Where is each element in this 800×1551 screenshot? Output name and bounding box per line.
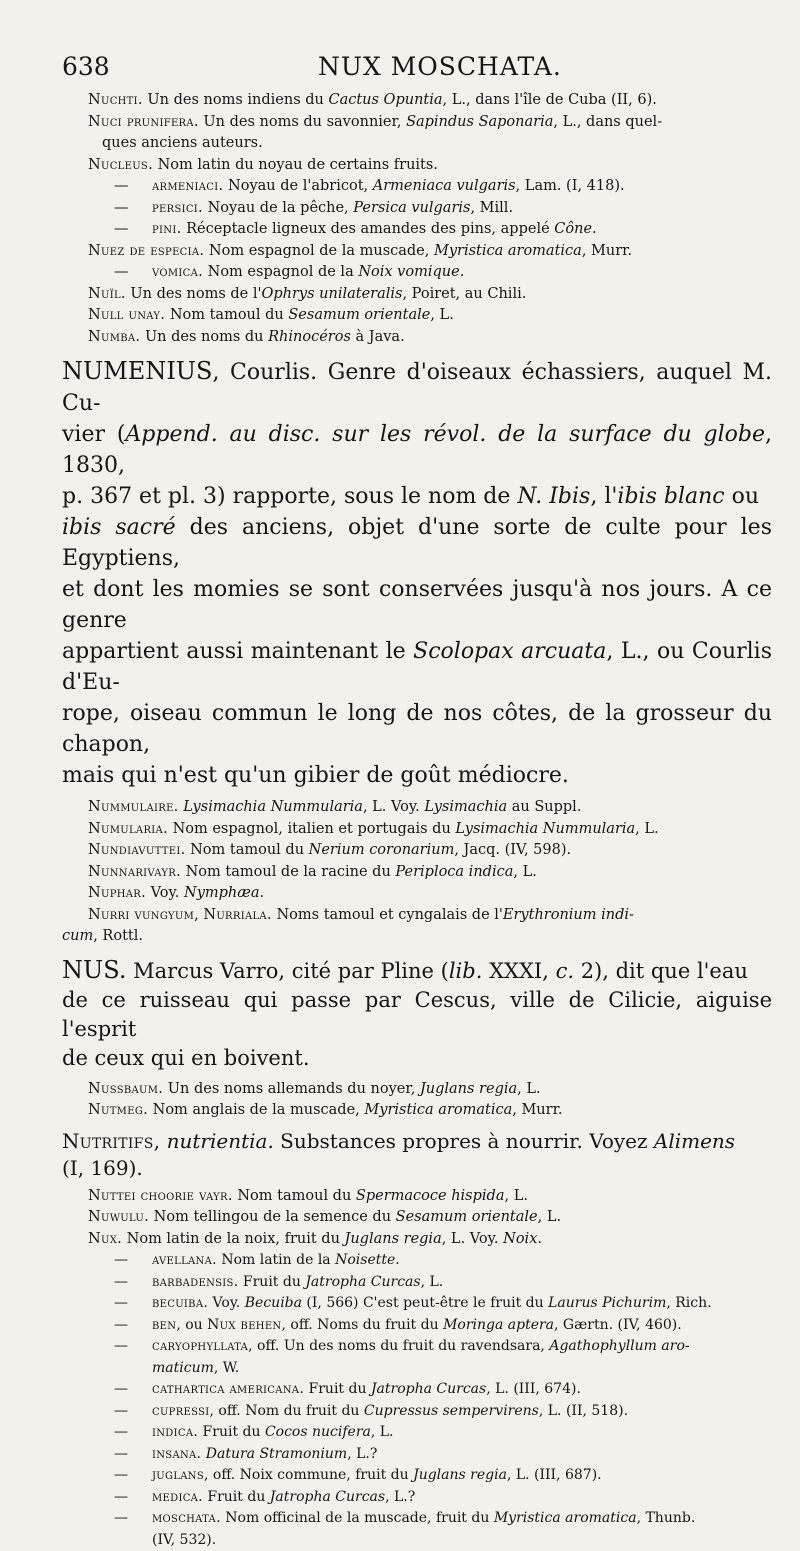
entry-text: , L., dans quel- — [553, 114, 662, 130]
text-line — [62, 512, 772, 574]
entry-italic: Nerium coronarium — [309, 842, 455, 858]
entry-headword: Nuttei choorie vayr. — [88, 1188, 233, 1204]
entry-text: de ceux qui en boivent. — [62, 1046, 310, 1070]
entry-text: , L. (III, 674). — [486, 1381, 581, 1397]
text-line — [62, 574, 772, 636]
entry-headword: Nuwulu. — [88, 1209, 149, 1225]
entry-text: Nom latin de la noix, fruit du — [122, 1231, 344, 1247]
entry-numenius — [62, 356, 772, 791]
entry-text: , L. — [430, 307, 453, 323]
dictionary-entry — [88, 327, 783, 349]
entry-text: , Rich. — [666, 1295, 711, 1311]
running-head: NUX MOSCHATA. — [318, 52, 562, 81]
entry-text: (I, 169). — [62, 1156, 143, 1180]
dash-mark: — — [114, 262, 152, 284]
text-line — [62, 1128, 772, 1155]
entry-headword: Nunnarivayr. — [88, 864, 181, 880]
dictionary-entry — [88, 1079, 783, 1101]
dictionary-entry — [88, 1465, 783, 1487]
dash-mark: — — [114, 219, 152, 241]
entry-italic: Juglans regia — [413, 1467, 507, 1483]
entry-text: au Suppl. — [507, 799, 581, 815]
entry-italic: Juglans regia — [345, 1231, 442, 1247]
dictionary-entry — [88, 1401, 783, 1423]
entry-headword: ben — [152, 1317, 176, 1333]
entry-italic: cum — [62, 928, 93, 944]
dash-mark: — — [114, 198, 152, 220]
entry-italic: Ophrys unilateralis — [261, 286, 402, 302]
entry-text: , L. — [517, 1081, 540, 1097]
entry-text: appartient aussi maintenant le — [62, 639, 413, 664]
entry-text: , L.? — [385, 1489, 415, 1505]
entry-text: . — [460, 264, 465, 280]
entry-headword: Nuci prunifera. — [88, 114, 199, 130]
entry-nus — [62, 956, 772, 1073]
entry-headword: barbadensis. — [152, 1274, 238, 1290]
entry-headword: Nurri vungyum — [88, 907, 194, 923]
dictionary-entry — [88, 1315, 783, 1337]
entry-text: , off. Noms du fruit du — [281, 1317, 443, 1333]
entry-italic: Lysimachia Nummularia — [455, 821, 635, 837]
dictionary-entry — [88, 905, 783, 948]
entry-text: Marcus Varro, cité par Pline ( — [126, 959, 448, 983]
entry-italic: Datura Stramonium — [206, 1446, 347, 1462]
entry-text: Voy. — [146, 885, 184, 901]
dictionary-entry — [88, 1336, 783, 1379]
entry-headword: Nuïl. — [88, 286, 126, 302]
entry-text: , off. Un des noms du fruit du ravendsara, — [248, 1338, 549, 1354]
entry-text: . — [592, 221, 597, 237]
entry-text: rope, oiseau commun le long de nos côtes, de la grosseur du chapon, — [62, 701, 772, 757]
entry-text: Noms tamoul et cyngalais de l' — [272, 907, 503, 923]
dash-mark: — — [114, 1422, 152, 1444]
entry-headword: moschata. — [152, 1510, 221, 1526]
dash-mark: — — [114, 1250, 152, 1272]
entry-headword: juglans — [152, 1467, 204, 1483]
dictionary-entry — [88, 241, 783, 263]
entry-continuation — [62, 926, 783, 948]
entry-italic: Jatropha Curcas — [305, 1274, 420, 1290]
entry-italic: Periploca indica — [395, 864, 513, 880]
entry-text: Substances propres à nourrir. Voyez — [274, 1129, 654, 1153]
entry-headword: persici. — [152, 200, 203, 216]
entry-continuation — [114, 1358, 783, 1380]
entry-italic: ibis blanc — [617, 484, 724, 509]
entry-text: ques anciens auteurs. — [102, 135, 263, 151]
dictionary-entry — [88, 305, 783, 327]
entry-text: Nom espagnol de la — [203, 264, 358, 280]
entry-text: Un des noms de l' — [126, 286, 262, 302]
entry-text: , Gærtn. (IV, 460). — [554, 1317, 682, 1333]
entry-italic: Myristica aromatica — [364, 1102, 512, 1118]
dash-mark: — — [114, 1315, 152, 1337]
entry-text: , Rottl. — [93, 928, 143, 944]
entry-italic: Cocos nucifera — [265, 1424, 371, 1440]
entry-text: , L. — [635, 821, 658, 837]
entry-text: , Courlis. Genre d'oiseaux échassiers, auquel M. Cu- — [62, 360, 772, 416]
dash-mark: — — [114, 1293, 152, 1315]
entry-italic: maticum — [152, 1360, 214, 1376]
entry-headword: vomica. — [152, 264, 203, 280]
entry-headword: Nummulaire. — [88, 799, 179, 815]
entry-text: Un des noms du savonnier, — [199, 114, 406, 130]
entry-italic: Myristica aromatica — [434, 243, 582, 259]
text-line — [62, 481, 772, 512]
entry-text: , L. (II, 518). — [539, 1403, 628, 1419]
entry-text: Noyau de l'abricot, — [223, 178, 372, 194]
dash-mark: — — [114, 176, 152, 198]
entry-italic: Cupressus sempervirens — [364, 1403, 539, 1419]
entry-text: Nom espagnol de la muscade, — [204, 243, 434, 259]
entry-headword: armeniaci. — [152, 178, 223, 194]
entry-text: Fruit du — [198, 1424, 265, 1440]
dictionary-entry — [88, 1444, 783, 1466]
entry-headword: Nuchti. — [88, 92, 143, 108]
entry-italic: nutrientia. — [160, 1129, 274, 1153]
entry-headword: Nux. — [88, 1231, 122, 1247]
entry-italic: Noix vomique — [358, 264, 459, 280]
dictionary-entry — [88, 262, 783, 284]
entry-headword: Nundiavuttei. — [88, 842, 186, 858]
entry-text: , Jacq. (IV, 598). — [454, 842, 571, 858]
entry-text: à Java. — [351, 329, 405, 345]
entry-italic: Armeniaca vulgaris — [373, 178, 516, 194]
text-line — [62, 1155, 772, 1182]
entry-text: mais qui n'est qu'un gibier de goût médiocre. — [62, 763, 569, 788]
entry-headword: Nutritifs, — [62, 1129, 160, 1153]
entry-headword: cupressi — [152, 1403, 210, 1419]
entry-nutritifs — [62, 1128, 772, 1182]
entry-italic: Append. au disc. sur les révol. de la surface du globe — [125, 422, 765, 447]
entry-headword: NUMENIUS — [62, 357, 212, 385]
entry-text: , l' — [590, 484, 617, 509]
entry-text: , L. — [513, 864, 536, 880]
dictionary-entry — [88, 1272, 783, 1294]
entry-text: , Murr. — [582, 243, 632, 259]
dictionary-entry — [88, 176, 783, 198]
dictionary-entry — [88, 883, 783, 905]
entry-text: Voy. — [208, 1295, 245, 1311]
entry-text: Un des noms allemands du noyer, — [163, 1081, 420, 1097]
text-line — [62, 419, 772, 481]
dictionary-entry — [88, 1250, 783, 1272]
entry-italic: Sapindus Saponaria — [406, 114, 553, 130]
dictionary-entry — [88, 1487, 783, 1509]
entry-text: , L. — [538, 1209, 561, 1225]
entry-text: , L.? — [347, 1446, 377, 1462]
entry-italic: Persica vulgaris — [353, 200, 470, 216]
entry-headword: Nussbaum. — [88, 1081, 163, 1097]
dictionary-entry — [88, 819, 783, 841]
text-line — [62, 636, 772, 698]
entry-text: Un des noms indiens du — [143, 92, 329, 108]
entry-text: , off. Noix commune, fruit du — [204, 1467, 413, 1483]
entry-italic: Cactus Opuntia — [328, 92, 442, 108]
entry-text: Un des noms du — [140, 329, 268, 345]
entry-text: Nom tamoul du — [165, 307, 288, 323]
entry-italic: Sesamum orientale — [288, 307, 430, 323]
text-line — [62, 356, 772, 419]
entry-headword: Nuphar. — [88, 885, 146, 901]
entry-italic: Jatropha Curcas — [371, 1381, 486, 1397]
dictionary-entry — [88, 797, 783, 819]
entry-italic: Myristica aromatica — [494, 1510, 637, 1526]
entry-italic: Agathophyllum aro- — [549, 1338, 689, 1354]
entry-text: , Thunb. — [637, 1510, 696, 1526]
entry-text: Fruit du — [304, 1381, 371, 1397]
dash-mark: — — [114, 1444, 152, 1466]
entry-text: (IV, 532). — [152, 1532, 216, 1548]
entry-text: XXXI, — [482, 959, 555, 983]
dictionary-entry — [88, 90, 783, 112]
entry-text: Nom latin de la — [217, 1252, 335, 1268]
entry-headword: Null unay. — [88, 307, 165, 323]
entry-text: , L. Voy. — [363, 799, 424, 815]
dictionary-entries — [88, 90, 783, 1551]
entry-italic: Cône — [554, 221, 592, 237]
entry-headword: becuiba. — [152, 1295, 208, 1311]
entry-text: Nom anglais de la muscade, — [148, 1102, 364, 1118]
entry-text: Noyau de la pêche, — [203, 200, 353, 216]
entry-italic: Noisette — [335, 1252, 395, 1268]
entry-italic: Moringa aptera — [443, 1317, 554, 1333]
entry-headword: Nurriala. — [203, 907, 272, 923]
entry-headword: avellana. — [152, 1252, 217, 1268]
entry-text: , L., ou Courlis d'Eu- — [62, 639, 772, 695]
entry-headword: insana. — [152, 1446, 201, 1462]
entry-italic: Lysimachia Nummularia — [183, 799, 363, 815]
dictionary-entry — [88, 1379, 783, 1401]
entry-text: Fruit du — [238, 1274, 305, 1290]
dash-mark: — — [114, 1379, 152, 1401]
entry-text: , — [194, 907, 203, 923]
entry-italic: N. Ibis — [517, 484, 590, 509]
entry-text: vier ( — [62, 422, 125, 447]
entry-text: et dont les momies se sont conservées jusqu'à nos jours. A ce genre — [62, 577, 772, 633]
entry-text: , Mill. — [470, 200, 513, 216]
entry-text: Fruit du — [203, 1489, 270, 1505]
dictionary-entry — [88, 1508, 783, 1551]
entry-headword: cathartica americana. — [152, 1381, 304, 1397]
entry-italic: Lysimachia — [424, 799, 507, 815]
entry-text: , L. — [371, 1424, 394, 1440]
entry-italic: Juglans regia — [420, 1081, 517, 1097]
entry-continuation — [114, 1530, 783, 1551]
dictionary-entry — [88, 1100, 783, 1122]
entry-text: Nom latin du noyau de certains fruits. — [153, 157, 438, 173]
entry-italic: Spermacoce hispida — [356, 1188, 505, 1204]
dash-mark: — — [114, 1401, 152, 1423]
entry-headword: Nuez de especia. — [88, 243, 204, 259]
dictionary-entry — [88, 1422, 783, 1444]
entry-text: , Lam. (I, 418). — [516, 178, 625, 194]
entry-continuation — [88, 133, 783, 155]
text-line — [62, 698, 772, 760]
dash-mark: — — [114, 1508, 152, 1530]
entry-text: Nom tellingou de la semence du — [149, 1209, 396, 1225]
entry-text: , W. — [214, 1360, 239, 1376]
entry-headword: caryophyllata — [152, 1338, 248, 1354]
page-number: 638 — [62, 52, 110, 81]
entry-headword: Numularia. — [88, 821, 168, 837]
dictionary-entry — [88, 1293, 783, 1315]
dictionary-entry — [88, 840, 783, 862]
entry-italic: Nymphæa — [184, 885, 260, 901]
entry-italic: Erythronium indi- — [503, 907, 634, 923]
dictionary-entry — [88, 862, 783, 884]
dictionary-entry — [88, 155, 783, 177]
entry-text: de ce ruisseau qui passe par Cescus, ville de Cilicie, aiguise l'esprit — [62, 988, 772, 1041]
entry-text: , L. — [504, 1188, 527, 1204]
entry-text: (I, 566) C'est peut-être le fruit du — [302, 1295, 548, 1311]
entry-italic: Noix — [503, 1231, 537, 1247]
entry-italic: lib. — [449, 959, 483, 983]
dictionary-entry — [88, 1207, 783, 1229]
entry-text: p. 367 et pl. 3) rapporte, sous le nom de — [62, 484, 517, 509]
entry-text: , off. Nom du fruit du — [210, 1403, 364, 1419]
dictionary-entry — [88, 1186, 783, 1208]
entry-headword: Numba. — [88, 329, 140, 345]
entry-italic: Alimens — [654, 1129, 735, 1153]
entry-headword: Nux behen — [207, 1317, 281, 1333]
dash-mark: — — [114, 1336, 152, 1358]
entry-text: Nom tamoul du — [186, 842, 309, 858]
text-line — [62, 956, 772, 986]
dash-mark: — — [114, 1487, 152, 1509]
text-line — [62, 760, 772, 791]
text-line — [62, 1044, 772, 1073]
entry-text: , Murr. — [512, 1102, 562, 1118]
entry-headword: medica. — [152, 1489, 203, 1505]
entry-text: . — [537, 1231, 542, 1247]
entry-text: , L. — [421, 1274, 444, 1290]
dictionary-entry — [88, 219, 783, 241]
entry-text: Nom tamoul de la racine du — [181, 864, 395, 880]
dictionary-entry — [88, 284, 783, 306]
entry-text: , L. Voy. — [442, 1231, 503, 1247]
entry-text: , ou — [176, 1317, 207, 1333]
entry-italic: c. — [556, 959, 574, 983]
entry-text: Réceptacle ligneux des amandes des pins, appelé — [182, 221, 555, 237]
dictionary-entry — [88, 112, 783, 155]
entry-headword: indica. — [152, 1424, 198, 1440]
entry-text: Nom espagnol, italien et portugais du — [168, 821, 455, 837]
dash-mark: — — [114, 1272, 152, 1294]
dash-mark: — — [114, 1465, 152, 1487]
entry-text: , L. (III, 687). — [507, 1467, 602, 1483]
dictionary-entry — [88, 198, 783, 220]
dictionary-entry — [88, 1229, 783, 1251]
entry-headword: Nucleus. — [88, 157, 153, 173]
entry-text: 2), dit que l'eau — [574, 959, 748, 983]
entry-italic: ibis sacré — [62, 515, 176, 540]
entry-italic: Jatropha Curcas — [270, 1489, 385, 1505]
entry-text: des anciens, objet d'une sorte de culte pour les Egyptiens, — [62, 515, 772, 571]
entry-text: . — [395, 1252, 399, 1268]
entry-italic: Scolopax arcuata — [413, 639, 606, 664]
text-line — [62, 986, 772, 1044]
entry-text: Nom tamoul du — [233, 1188, 356, 1204]
entry-headword: Nutmeg. — [88, 1102, 148, 1118]
entry-italic: Rhinocéros — [268, 329, 351, 345]
entry-text: , L., dans l'île de Cuba (II, 6). — [443, 92, 657, 108]
entry-headword: NUS. — [62, 956, 126, 984]
entry-headword: pini. — [152, 221, 182, 237]
entry-text: . — [260, 885, 265, 901]
entry-text: , Poiret, au Chili. — [402, 286, 526, 302]
entry-text: Nom officinal de la muscade, fruit du — [221, 1510, 494, 1526]
entry-text: ou — [725, 484, 759, 509]
entry-italic: Sesamum orientale — [396, 1209, 538, 1225]
entry-italic: Becuiba — [245, 1295, 302, 1311]
entry-text: , 1830, — [62, 422, 772, 478]
entry-italic: Laurus Pichurim — [548, 1295, 666, 1311]
